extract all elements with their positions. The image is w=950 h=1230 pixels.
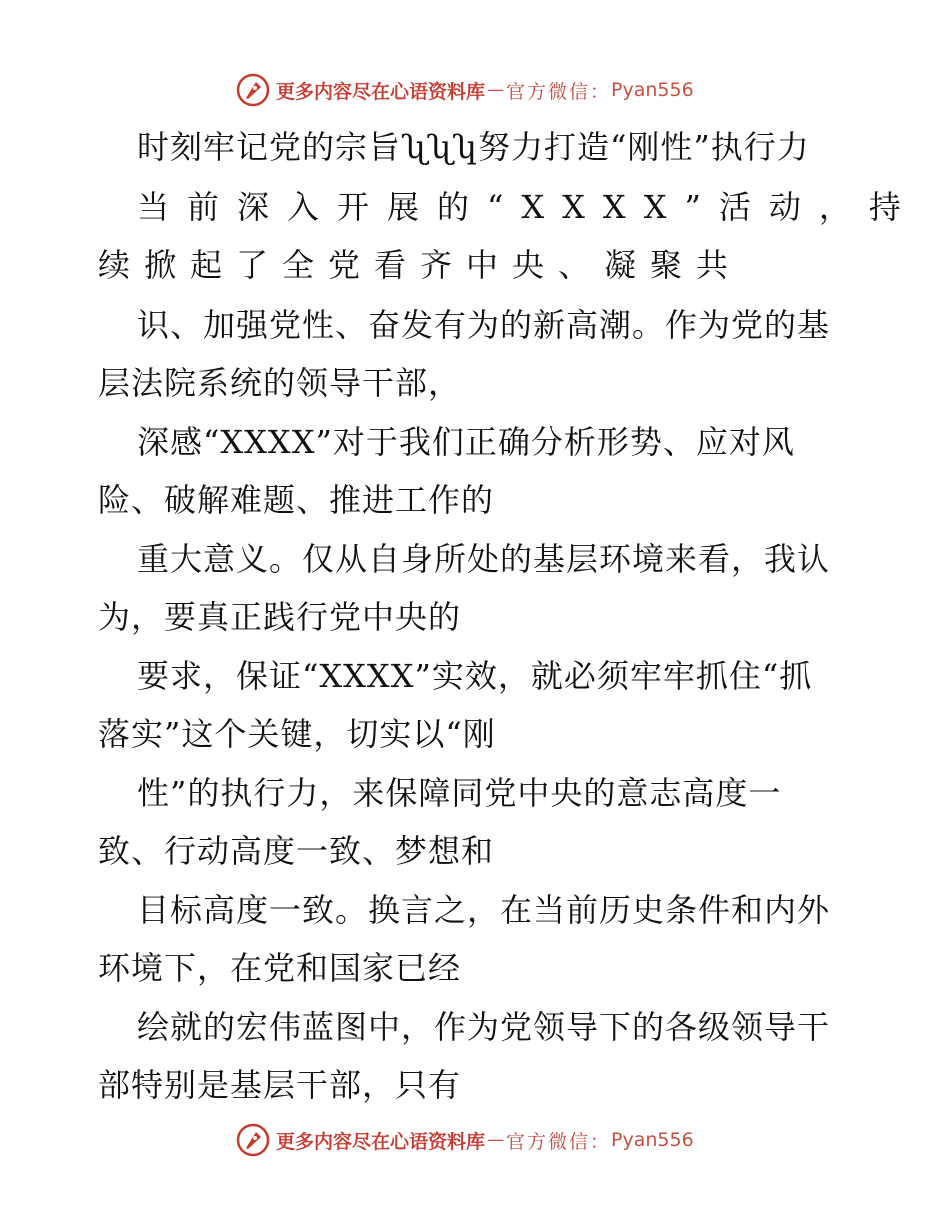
footer-watermark bbox=[236, 1120, 694, 1160]
paragraph-line: 性”的执行力，来保障同党中央的意志高度一 bbox=[137, 774, 782, 812]
watermark-wechat-id: Pyan556 bbox=[611, 1129, 694, 1151]
watermark-brand-text: 更多内容尽在心语资料库 bbox=[276, 80, 486, 103]
paragraph-line: 续掀起了全党看齐中央、凝聚共 bbox=[98, 246, 743, 284]
paragraph-line: 深感“XXXX”对于我们正确分析形势、应对风 bbox=[137, 423, 795, 461]
paragraph-line: 识、加强党性、奋发有为的新高潮。作为党的基 bbox=[137, 306, 831, 344]
header-watermark bbox=[236, 70, 694, 110]
watermark-brand-text: 更多内容尽在心语资料库 bbox=[276, 1130, 486, 1153]
paragraph-line: 当前深入开展的“XXXX”活动，持 bbox=[137, 188, 919, 226]
watermark-wechat-id: Pyan556 bbox=[611, 79, 694, 101]
watermark-separator: — bbox=[487, 1130, 505, 1150]
paragraph-line: 险、破解难题、推进工作的 bbox=[98, 481, 495, 519]
paragraph-line: 落实”这个关键，切实以“刚 bbox=[98, 715, 496, 753]
document-title-line: 时刻牢记党的宗旨ʯʯʮ努力打造“刚性”执行力 bbox=[137, 128, 810, 166]
pen-nib-logo-icon bbox=[236, 73, 270, 107]
paragraph-line: 绘就的宏伟蓝图中，作为党领导下的各级领导干 bbox=[137, 1008, 831, 1046]
watermark-separator: — bbox=[487, 80, 505, 100]
paragraph-line: 要求，保证“XXXX”实效，就必须牢牢抓住“抓 bbox=[137, 657, 813, 695]
paragraph-line: 目标高度一致。换言之，在当前历史条件和内外 bbox=[137, 891, 831, 929]
paragraph-line: 部特别是基层干部，只有 bbox=[98, 1066, 462, 1104]
pen-nib-logo-icon bbox=[236, 1123, 270, 1157]
watermark-wechat-label: 官方微信： bbox=[506, 1130, 612, 1153]
watermark-wechat-label: 官方微信： bbox=[506, 80, 612, 103]
paragraph-line: 环境下，在党和国家已经 bbox=[98, 949, 462, 987]
paragraph-line: 层法院系统的领导干部， bbox=[98, 364, 462, 402]
paragraph-line: 为，要真正践行党中央的 bbox=[98, 598, 462, 636]
paragraph-line: 重大意义。仅从自身所处的基层环境来看，我认 bbox=[137, 540, 831, 578]
paragraph-line: 致、行动高度一致、梦想和 bbox=[98, 832, 495, 870]
